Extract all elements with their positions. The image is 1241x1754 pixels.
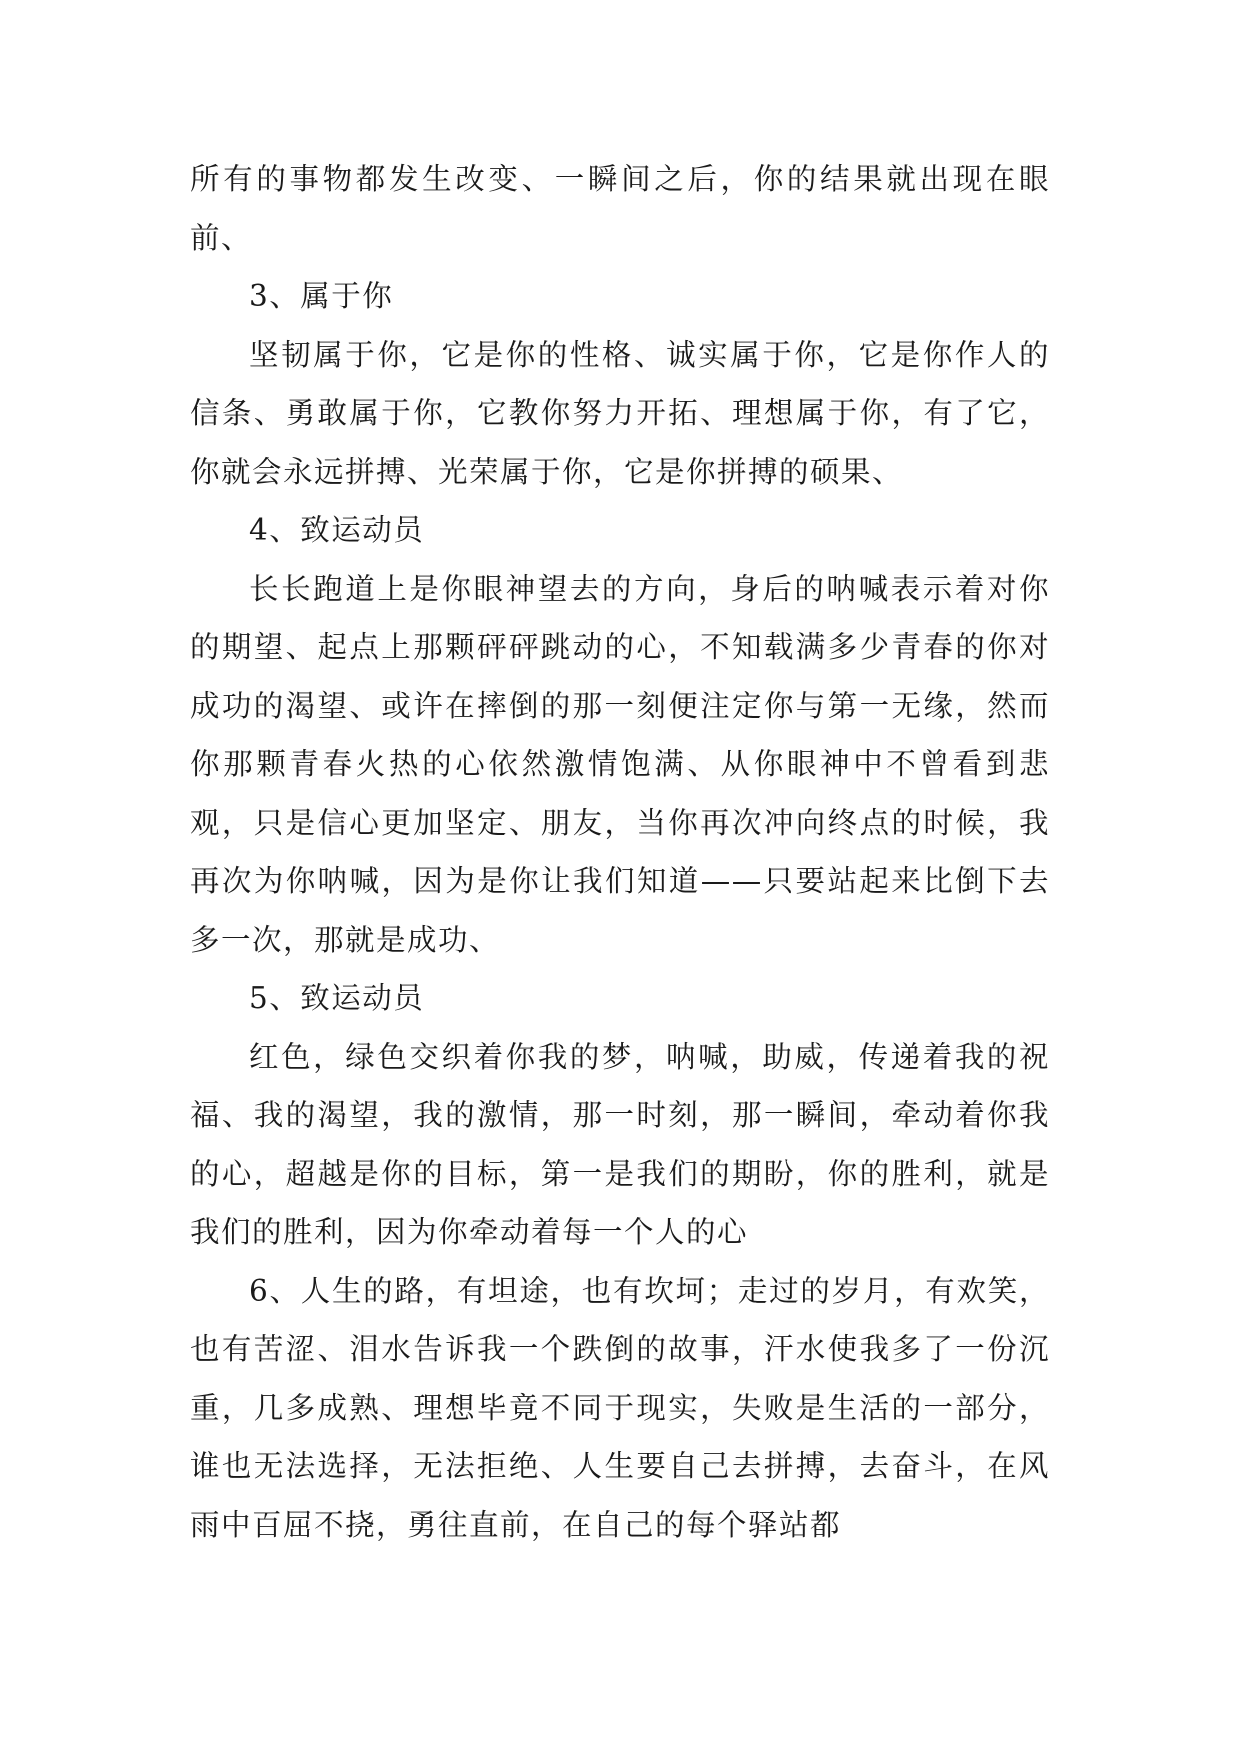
paragraph-continuation: 所有的事物都发生改变、一瞬间之后，你的结果就出现在眼前、	[190, 162, 1050, 255]
paragraph-section-5: 红色，绿色交织着你我的梦，呐喊，助威，传递着我的祝福、我的渴望，我的激情，那一时刻，那一瞬间，牵动着你我的心，超越是你的目标，第一是我们的期盼，你的胜利，就是我们的胜利，因为你牵动着每一个人的心	[190, 1039, 1050, 1249]
section-heading-5: 5、致运动员	[249, 981, 425, 1015]
section-heading-4: 4、致运动员	[249, 513, 425, 547]
paragraph-section-6: 6、人生的路，有坦途，也有坎坷；走过的岁月，有欢笑，也有苦涩、泪水告诉我一个跌倒的故事，汗水使我多了一份沉重，几多成熟、理想毕竟不同于现实，失败是生活的一部分，谁也无法选择，无法拒绝、人生要自己去拼搏，去奋斗，在风雨中百屈不挠，勇往直前，在自己的每个驿站都	[190, 1273, 1050, 1542]
section-heading-3: 3、属于你	[249, 279, 394, 313]
paragraph-section-4: 长长跑道上是你眼神望去的方向，身后的呐喊表示着对你的期望、起点上那颗砰砰跳动的心，不知载满多少青春的你对成功的渴望、或许在摔倒的那一刻便注定你与第一无缘，然而你那颗青春火热的心依然激情饱满、从你眼神中不曾看到悲观，只是信心更加坚定、朋友，当你再次冲向终点的时候，我再次为你呐喊，因为是你让我们知道——只要站起来比倒下去多一次，那就是成功、	[190, 571, 1050, 957]
paragraph-section-3: 坚韧属于你，它是你的性格、诚实属于你，它是你作人的信条、勇敢属于你，它教你努力开拓、理想属于你，有了它，你就会永远拼搏、光荣属于你，它是你拼搏的硕果、	[190, 337, 1050, 489]
document-body	[190, 150, 1050, 1554]
